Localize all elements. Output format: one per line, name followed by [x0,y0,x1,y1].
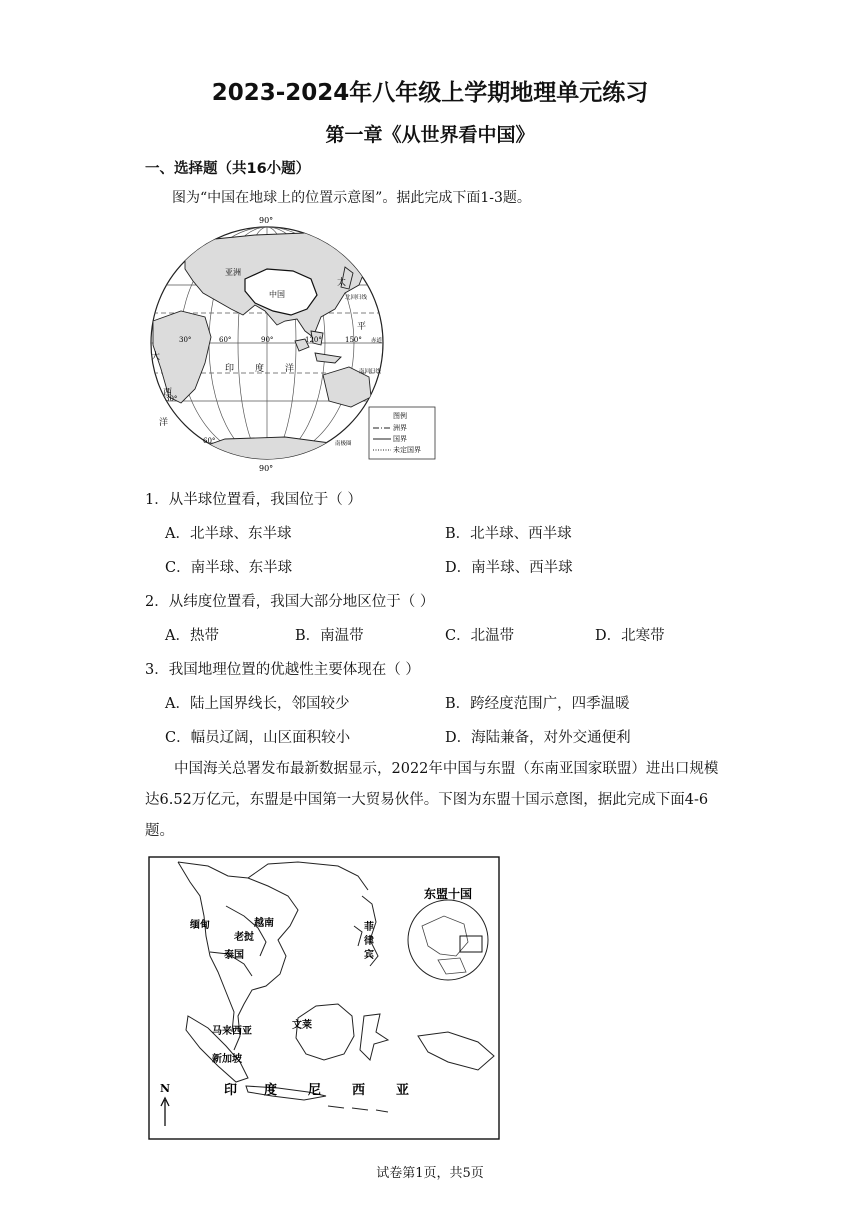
label-philippines-2: 律 [364,936,374,947]
question-1-option-a[interactable]: A．北半球、东半球 [165,526,292,542]
question-2-option-c[interactable]: C．北温带 [445,628,515,644]
label-equator: 赤道 [371,338,383,344]
label-vietnam: 越南 [254,918,274,929]
label-lon-150: 150° [345,336,362,344]
question-1-option-d[interactable]: D．南半球、西半球 [445,560,573,576]
legend-title: 图例 [393,412,407,420]
chapter-subtitle: 第一章《从世界看中国》 [325,124,535,146]
label-indonesia-2: 度 [264,1083,278,1098]
label-atlantic-1: 大 [151,352,161,362]
label-indonesia-3: 尼 [308,1083,322,1098]
label-pacific-1: 太 [337,278,347,288]
label-antarctic: 南极圈 [335,441,352,447]
label-philippines-3: 宾 [364,950,374,961]
legend-country: 国界 [393,435,407,443]
asean-map-title: 东盟十国 [424,887,473,901]
label-lat-30s: 30° [165,395,178,403]
label-malaysia: 马来西亚 [212,1026,252,1037]
question-3-option-b[interactable]: B．跨经度范围广，四季温暖 [445,696,630,712]
label-thailand: 泰国 [224,950,244,961]
legend-continent: 洲界 [393,424,407,432]
question-3-stem: 3．我国地理位置的优越性主要体现在（ ） [145,662,420,678]
label-lon-30: 30° [179,336,192,344]
label-tropic-s: 南回归线 [359,369,382,375]
label-brunei: 文莱 [292,1020,312,1031]
north-label: N [160,1082,171,1095]
question-2-option-a[interactable]: A．热带 [165,628,219,644]
label-laos: 老挝 [234,932,254,943]
label-philippines-1: 菲 [364,922,374,933]
globe-legend [369,407,435,459]
label-indian-2: 度 [255,364,265,374]
globe-figure [145,213,445,475]
label-atlantic-2: 西 [163,388,173,398]
label-lon-120: 120° [305,336,322,344]
question-3-option-d[interactable]: D．海陆兼备，对外交通便利 [445,730,631,746]
label-indonesia-4: 西 [352,1083,366,1098]
page-footer: 试卷第1页，共5页 [376,1166,484,1181]
label-china: 中国 [269,290,285,299]
label-lon-60: 60° [219,336,232,344]
label-pacific-2: 平 [357,322,367,332]
label-myanmar: 缅甸 [190,920,210,931]
question-3-option-c[interactable]: C．幅员辽阔，山区面积较小 [165,730,351,746]
intro-text-2: 中国海关总署发布最新数据显示，2022年中国与东盟（东南亚国家联盟）进出口规模达6.52万亿元，东盟是中国第一大贸易伙伴。下图为东盟十国示意图，据此完成下面4-6题。 [145,761,719,839]
label-asia: 亚洲 [225,268,241,277]
question-3-option-a[interactable]: A．陆上国界线长，邻国较少 [165,696,350,712]
question-2-stem: 2．从纬度位置看，我国大部分地区位于（ ） [145,594,435,610]
legend-undetermined: 未定国界 [393,446,421,454]
question-2-option-b[interactable]: B．南温带 [295,628,364,644]
asean-map [148,856,500,1140]
label-indonesia-5: 亚 [396,1083,410,1098]
label-indian-1: 印 [225,364,235,374]
label-lon-90: 90° [261,336,274,344]
question-1-option-b[interactable]: B．北半球、西半球 [445,526,572,542]
label-tropic-n: 北回归线 [345,295,368,301]
question-1-stem: 1．从半球位置看，我国位于（ ） [145,492,362,508]
label-indian-3: 洋 [285,364,295,374]
label-atlantic-3: 洋 [159,418,169,428]
page-title: 2023-2024年八年级上学期地理单元练习 [211,80,649,106]
question-2-option-d[interactable]: D．北寒带 [595,628,665,644]
label-lat-60s: 60° [203,437,216,445]
asean-inset-globe [408,900,488,980]
label-indonesia-1: 印 [224,1083,238,1098]
label-top-90: 90° [259,216,274,225]
section-heading: 一、选择题（共16小题） [145,161,311,177]
question-1-option-c[interactable]: C．南半球、东半球 [165,560,293,576]
intro-text-1: 图为“中国在地球上的位置示意图”。据此完成下面1-3题。 [172,190,531,206]
label-singapore: 新加坡 [212,1054,242,1065]
label-bottom-90: 90° [259,464,274,473]
